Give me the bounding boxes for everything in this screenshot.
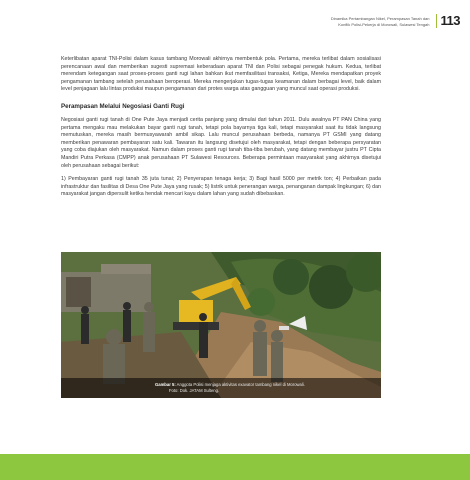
body-paragraph-3: 1) Pembayaran ganti rugi tanah 35 juta tunai; 2) Penyerapan tenaga kerja; 3) Bagi hasil 5000 per metrik ton; 4) Perbaikan pada infrastruktur dan fasilitas di Desa One Pute Jaya yang rusak; 5) listrik untuk penerangan warga, penanganan dampak lingkungan; 6) dan masyarakat jangan dipersulit ketika hendak mencari kayu dalam lahan yang sudah dibebaskan.	[61, 176, 381, 198]
body-paragraph-2: Negosiasi ganti rugi tanah di One Pute Jaya menjadi cerita panjang yang dimulai dari tahun 2011. Dulu awalnya PT PAN China yang pertama mengaku mau melakukan bayar ganti rugi tanah, tetapi pola bayarnya tiga kali, tetapi masyarakat saat itu tidak langsung memutuskan, mereka masih bermusyawarah ambil sikap. Lalu muncul perusahaan berbeda, namanya PT GSMI yang datang memberikan penawaran pembayaran satu kali. Tawaran itu langsung disetujui oleh masyarakat, tetapi dengan beberapa persyaratan yang coba diajukan oleh masyarakat. Namun dalam proses ganti rugi tanah tiba-tiba berubah, yang datang membayar justru PT Cipta Mandiri Putra Perkasa (CMPP) anak perusahaan PT Sulawesi Resources. Beberapa permintaan masyarakat yang akhirnya disetujui oleh perusahaan sebagai berikut:	[61, 116, 381, 169]
page-header	[290, 14, 460, 28]
photo-figure	[61, 252, 381, 398]
page-number: 113	[436, 14, 460, 28]
running-head	[290, 16, 430, 27]
footer-color-band	[0, 454, 470, 480]
caption-credit: Foto: Dok. JATAM Sulteng.	[169, 387, 220, 393]
mining-scene-photo	[61, 252, 381, 398]
body-paragraph-1: Keterlibatan aparat TNI-Polisi dalam kasus tambang Morowali akhirnya membentuk pola. Pertama, mereka terlibat dalam sosialisasi perencanaan awal dan memberikan sugesti supremasi keberadaan aparat TNI dan Polisi sebagai penegak hukum. Kedua, terlibat merendam ketegangan saat proses-proses ganti rugi lahan bahkan ikut memfasilitasi transaksi, Ketiga, Mereka mendapatkan proyek pengamanan tambang setelah perusahaan beroperasi. Mereka mengerjakan tugas-tugas keamanan dalam berbagai level, baik dalam level penjagaan lalu lintas produksi maupun pengamanan dari protes warga atas gangguan yang muncul saat operasi produksi.	[61, 56, 381, 93]
caption-label: Gambar 5:	[155, 382, 176, 387]
caption-text: Anggota Polisi menjaga aktivitas exavator tambang nikel di Morowali.	[176, 382, 305, 387]
running-head-line-1: Dinamika Pertambangan Nikel, Perampasan Tanah dan	[330, 16, 430, 21]
section-heading: Perampasan Melalui Negosiasi Ganti Rugi	[61, 102, 185, 110]
main-content	[61, 56, 381, 205]
figure-caption	[61, 378, 381, 398]
running-head-line-2: Konflik Polisi-Pekerja di Morowali, Sulawesi Tengah	[338, 21, 430, 27]
